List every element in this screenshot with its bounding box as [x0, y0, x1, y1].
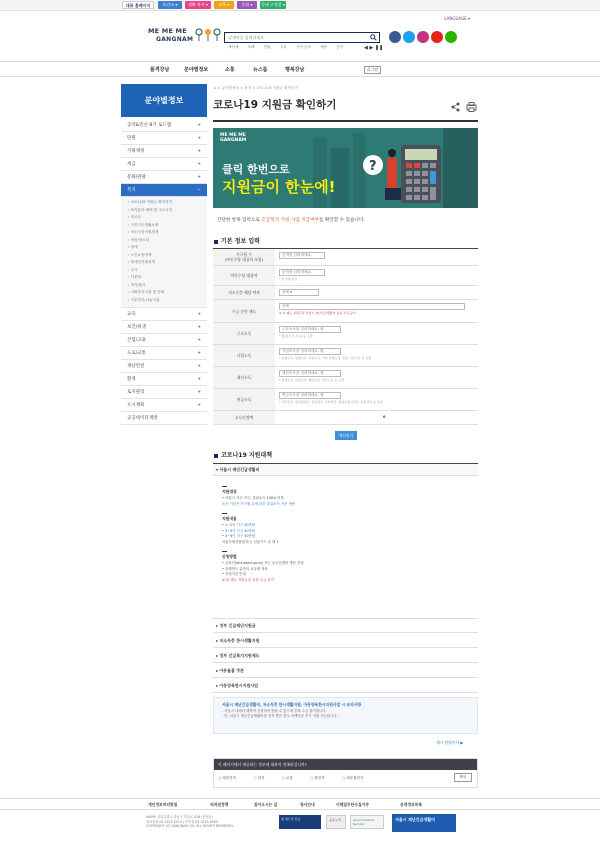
footer-link[interactable]: 저작권정책 [210, 802, 229, 807]
survey-submit-button[interactable]: 확인 [454, 773, 472, 782]
tab-education[interactable]: 교육 ▾ [214, 1, 234, 9]
share-print-icons [450, 102, 478, 112]
survey-option-radio[interactable]: ○ 매우만족 [218, 776, 237, 780]
instagram-icon[interactable] [417, 31, 429, 43]
field-label: 재산소득 [213, 367, 275, 388]
logo-line1: ME ME ME [148, 27, 187, 35]
sidebar-item[interactable] [121, 321, 207, 334]
keyword[interactable]: 채용 [320, 45, 328, 49]
business-income-input[interactable]: 사업소득을 입력하세요. 원 [279, 348, 341, 355]
sidebar-item-label: 산업/고용 [127, 338, 146, 343]
low-income-select[interactable]: 선택 ▾ [279, 289, 319, 296]
sidebar-item-label: 도시계획 [127, 403, 145, 408]
keyword[interactable]: 재산세 [228, 45, 239, 49]
main-navigation [0, 61, 600, 77]
plus-icon: + [197, 123, 201, 128]
submenu-item[interactable]: › 어르신 [128, 215, 142, 219]
sidebar-item-label: 도로/교통 [127, 351, 146, 356]
footer-links [0, 798, 600, 810]
form-row: 근로소득 근로소득을 입력하세요. 원 * 월급(주간 소득) 등 포함 [213, 323, 478, 345]
submenu-item[interactable]: › 여가/휴가 [128, 282, 146, 287]
sidebar-menu [121, 119, 207, 425]
form-row: 아동수당 대상자 숫자를 입력하세요. * 만 7세 미만 [213, 266, 478, 286]
form-row [213, 249, 478, 266]
sidebar-item-label: 재난안전 [127, 364, 145, 369]
accordion-open-seoul-relief [213, 463, 478, 619]
sidebar-item[interactable] [121, 386, 207, 399]
household-size-input[interactable]: 숫자를 입력하세요. [279, 252, 325, 259]
sidebar-item-label: 토지관리 [127, 390, 145, 395]
sidebar-item[interactable] [121, 399, 207, 412]
form-row: 재산소득 재산소득을 입력하세요. 원 * 임대소득, 이자소득, 배당소득, 연금소득 등 포함 [213, 367, 478, 389]
sidebar-item[interactable] [121, 373, 207, 386]
plus-icon: + [197, 377, 201, 382]
plus-icon: + [197, 364, 201, 369]
info-group: 신청방법 • 온라인(ehs.seoul.go.kr) 또는 동주민센터 방문 신청 • 출생연도 끝자리 요일제 적용 • 신청기간 안내 ※ 타 제도 지원금과 중복 수급 불가 [222, 551, 472, 583]
submenu-item[interactable]: › 장애인자립정책 [128, 260, 155, 264]
sidebar-item-label: 교육 [127, 312, 136, 317]
svg-text:?: ? [369, 159, 377, 174]
plus-icon: + [197, 390, 201, 395]
sidebar-item-label: 공공데이터개방 [127, 416, 158, 421]
sidebar-item[interactable] [121, 347, 207, 360]
seoul-relief-banner[interactable]: 서울시 재난긴급생활비 [392, 814, 456, 832]
kogl-badge: 공공누리 [326, 815, 346, 829]
sidebar-item-label: 민원 [127, 136, 136, 141]
survey-option-radio[interactable]: ○ 불만족 [310, 776, 325, 780]
accordion-item[interactable]: ▸ 아동돌봄 쿠폰 [213, 665, 478, 678]
sidebar-item-label: 문화/관광 [127, 175, 146, 180]
field-label: 저소득층 해당 여부 [213, 286, 275, 299]
plus-icon: + [197, 162, 201, 167]
good-content-badge: Good Content Service [350, 815, 384, 829]
tab-community[interactable]: 동네 구정참 ▾ [261, 2, 285, 7]
promo-banner [213, 128, 478, 208]
sidebar-item-label: 기획재정 [127, 149, 145, 154]
department-link[interactable]: 게시 담당부서 ▶ [436, 740, 464, 745]
web-accessibility-badge: 웹 접근성 인증 [279, 815, 321, 829]
survey-option-radio[interactable]: ○ 보통 [281, 776, 293, 780]
site-logo[interactable] [148, 27, 200, 49]
benefit-program-select[interactable]: 선택 [279, 303, 465, 310]
popular-keywords [228, 45, 351, 51]
accordion-item[interactable]: ▸ 정부 긴급재난지원금 [213, 620, 478, 633]
field-label: 연금소득 [213, 389, 275, 410]
print-icon[interactable] [467, 103, 476, 112]
submenu-item[interactable]: › 다문화 [128, 275, 142, 279]
income-result-value: 0 [383, 415, 386, 419]
tab-culture[interactable]: 문화 ▾ [237, 1, 257, 9]
property-income-input[interactable]: 재산소득을 입력하세요. 원 [279, 370, 341, 377]
sidebar-item[interactable] [121, 171, 207, 184]
caution-notice: 서울시 재난긴급생활비, 저소득층 한시생활지원, 아동양육한시지원사업 시 유의사항 - 서울시 내에서 택하여 신청하여 받을 수 있으며 중복 수급 불가합니다. - 단, 서울시 재난긴급생활비를 먼저 받은 경우 차액만큼 추가 지원 가능합니다. [213, 697, 478, 734]
sidebar-item[interactable] [121, 132, 207, 145]
minus-icon: − [197, 188, 201, 193]
sidebar-item[interactable] [121, 119, 207, 132]
keyword[interactable]: 민원 [263, 45, 271, 49]
youtube-icon[interactable] [431, 31, 443, 43]
form-row: 연금소득 연금소득을 입력하세요. 원 * 국민연금, 공무원연금, 군인연금, 사학연금, 별정우체국연금, 보훈급여 등 포함 [213, 389, 478, 411]
footer-link[interactable]: 공개정보목록 [400, 802, 423, 807]
plus-icon: + [197, 325, 201, 330]
accordion-header[interactable]: ▾ 서울시 재난긴급생활비 [213, 464, 478, 476]
earned-income-input[interactable]: 근로소득을 입력하세요. 원 [279, 326, 341, 333]
plus-icon: + [197, 175, 201, 180]
sidebar-item-label: 복지 [127, 188, 136, 193]
plus-icon: + [197, 351, 201, 356]
page-title: 코로나19 지원금 확인하기 [213, 99, 337, 111]
section-heading-basic-info: 기본 정보 입력 [214, 236, 260, 245]
sidebar-item[interactable] [121, 334, 207, 347]
logo-figures-icon [195, 28, 221, 42]
keyword-paging-controls[interactable]: ◀ ▶ ❚❚ [364, 45, 384, 51]
banner-logo: ME ME ME GANGNAM [220, 133, 247, 143]
intro-text: 간단한 항목 입력으로 긴급복지 지원 사업 지급여부를 확인할 수 있습니다. [217, 218, 365, 223]
sidebar-submenu [121, 197, 207, 308]
sidebar-item[interactable] [121, 360, 207, 373]
share-icon[interactable] [452, 103, 460, 112]
search-icon[interactable] [370, 34, 377, 41]
title-divider [213, 120, 478, 122]
keyword[interactable]: 조례 [247, 45, 255, 49]
facebook-icon[interactable] [389, 31, 401, 43]
gnb-item[interactable]: 분야별정보 [184, 67, 209, 73]
pension-income-input[interactable]: 연금소득을 입력하세요. 원 [279, 392, 341, 399]
breadcrumb: ⌂ > 분야별정보 > 복지 > 코로나19 지원금 확인하기 [214, 86, 299, 90]
keyword[interactable]: 주차 [279, 45, 287, 49]
keyword[interactable]: 구민 공모 [295, 45, 311, 49]
blog-icon[interactable] [445, 31, 457, 43]
search-input[interactable] [228, 34, 358, 41]
satisfaction-survey [213, 758, 478, 788]
sidebar-item[interactable] [121, 145, 207, 158]
form-row [213, 286, 478, 300]
logo-line2: GANGNAM [156, 36, 194, 43]
plus-icon: + [197, 403, 201, 408]
top-site-bar [0, 0, 600, 11]
submenu-item[interactable]: › 사회복지기관 및 단체 [128, 290, 165, 294]
plus-icon: + [197, 149, 201, 154]
submenu-item[interactable]: › 국민기초생활보장 [128, 222, 159, 227]
footer-link[interactable]: 개인정보처리방침 [148, 802, 178, 807]
submenu-item[interactable]: › 주거 [128, 267, 138, 272]
field-label: 소득인정액 [213, 411, 275, 424]
field-label: 가구원 수 (아동수당 대상자 포함) [213, 249, 275, 265]
calculate-button[interactable]: 계산하기 [335, 431, 357, 440]
field-label: 사업소득 [213, 345, 275, 366]
gnb-item[interactable]: 품격강남 [150, 67, 170, 73]
field-label: 근로소득 [213, 323, 275, 344]
sidebar-item-label: 공약&민선 8기 로드맵 [127, 123, 172, 128]
sidebar-item-label: 환경 [127, 377, 136, 382]
plus-icon: + [197, 312, 201, 317]
submenu-item[interactable]: › 아동/청소년 [128, 237, 150, 242]
tab-welfare[interactable]: 생활 복지 ▾ [185, 1, 211, 9]
sidebar-item-label: 보건/위생 [127, 325, 146, 330]
sidebar-item[interactable] [121, 308, 207, 321]
plus-icon: + [197, 338, 201, 343]
keyword[interactable]: 공지 [336, 45, 344, 49]
footer-link[interactable]: 이메일무단수집거부 [336, 802, 370, 807]
gnb-item[interactable]: 소통 [225, 67, 235, 73]
sidebar-item-welfare[interactable] [121, 184, 207, 197]
section-heading-support: 코로나19 지원대책 [214, 450, 272, 459]
submenu-item-active[interactable]: › 코로나19 지원금 확인하기 [128, 200, 173, 204]
sidebar-title: 분야별정보 [121, 84, 207, 117]
tab-health-center[interactable]: 보건소 ▾ [158, 1, 182, 9]
field-label: 수급 중인 제도 [213, 300, 275, 322]
info-group: 지원대상 • 서울시 거주 가구, 중위소득 100% 이하 소득 기준은 가구원 수에 따른 중위소득 기준 적용 [222, 486, 472, 507]
search-box [224, 32, 380, 43]
form-row [213, 411, 478, 425]
tab-main-home[interactable]: 대표 홈페이지 [122, 1, 154, 9]
survey-option-radio[interactable]: ○ 만족 [253, 776, 265, 780]
banner-headline-1: 클릭 한번으로 [222, 163, 290, 176]
accordion-item[interactable]: ▸ 아동양육한시지원사업 [213, 680, 478, 693]
submenu-item[interactable]: › 저소득층지원정책 [128, 230, 159, 234]
gnb-item[interactable]: 뉴스룸 [253, 67, 268, 73]
language-selector[interactable]: LANGUAGE ▾ [444, 16, 470, 21]
submenu-item[interactable]: › 장애 [128, 245, 138, 249]
gnb-item[interactable]: 행복강남 [285, 67, 305, 73]
submenu-item[interactable]: › 노인요양정책 [128, 252, 152, 257]
info-group: 지원내용 • 1~2인 가구 30만원 • 3~4인 가구 40만원 • 5~6인 가구 50만원 서울사랑상품권 또는 선불카드 중 택 1 [222, 513, 472, 545]
form-row: 사업소득 사업소득을 입력하세요. 원 * 농업소득, 임업소득, 어업소득, 기타 사업소득, 일용 근로소득 등 포함 [213, 345, 478, 367]
accordion-item[interactable]: ▸ 저소득층 한시생활지원 [213, 635, 478, 648]
survey-option-radio[interactable]: ○ 매우불만족 [341, 776, 364, 780]
banner-headline-2: 지원금이 한눈에! [222, 178, 336, 196]
twitter-icon[interactable] [403, 31, 415, 43]
login-button[interactable]: 로그인 [364, 66, 381, 74]
basic-info-form [213, 248, 478, 425]
survey-question: 이 페이지에서 제공하는 정보에 대하여 만족하십니까? [214, 759, 477, 770]
plus-icon: + [197, 136, 201, 141]
field-label: 아동수당 대상자 [213, 266, 275, 285]
submenu-item[interactable]: › 기부하기/나눔사업 [128, 297, 160, 302]
footer-link[interactable]: 청사안내 [300, 802, 315, 807]
footer-link[interactable]: 찾아오시는 길 [254, 802, 278, 807]
sidebar-item-label: 세금 [127, 162, 136, 167]
footer-address: 06090 서울특별시 강남구 학동로 426 (삼성동) 대표전화 02-3423-5114 | 당직실 02-3423-5000 COPYRIGHT (C) GANGNAM-GU. ALL RIGHTS RESERVED. [146, 815, 234, 829]
accordion-item[interactable]: ▸ 정부 긴급복지지원제도 [213, 650, 478, 663]
child-count-input[interactable]: 숫자를 입력하세요. [279, 269, 325, 276]
sidebar-item[interactable] [121, 412, 207, 425]
form-row: 수급 중인 제도 선택 ※ 타 제도 지원금과 서울시 재난긴급생활비 중복 수급 불가 [213, 300, 478, 323]
sidebar-item[interactable] [121, 158, 207, 171]
submenu-item[interactable]: › 복지분야 혜택 및 주요사업 [128, 207, 173, 212]
